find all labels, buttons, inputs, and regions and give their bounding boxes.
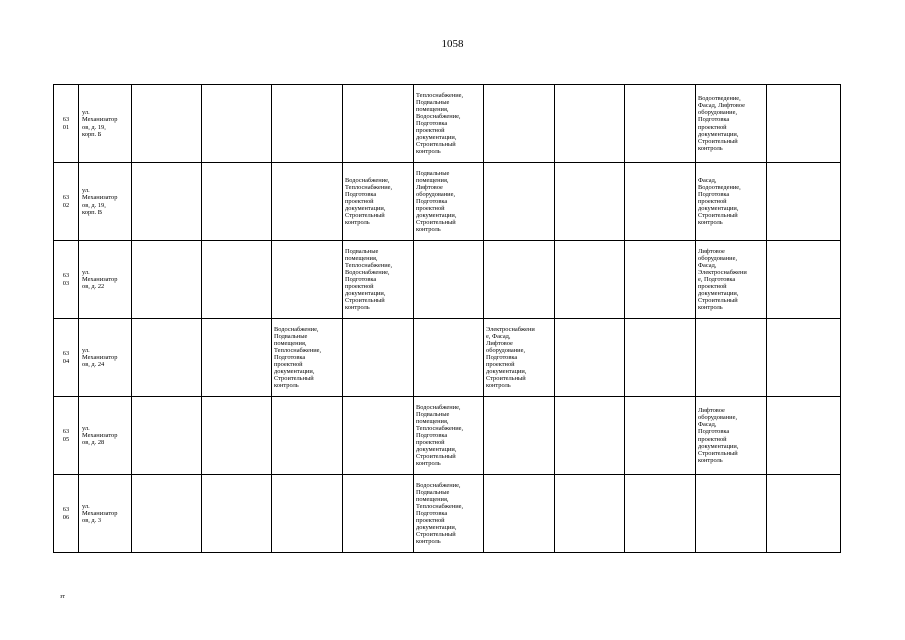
- works-cell: [555, 241, 625, 319]
- works-cell: [272, 475, 343, 553]
- works-cell: [767, 319, 841, 397]
- address-cell: ул. Механизатор ов, д. 24: [79, 319, 132, 397]
- works-cell: [272, 163, 343, 241]
- works-cell: [484, 241, 555, 319]
- works-cell: [555, 397, 625, 475]
- row-number: 63 01: [54, 85, 79, 163]
- works-cell: [414, 241, 484, 319]
- works-cell: [625, 475, 696, 553]
- table-row: [54, 163, 841, 241]
- works-cell: [625, 397, 696, 475]
- works-cell: Водоснабжение, Теплоснабжение, Подготовка проектной документации, Строительный контроль: [343, 163, 414, 241]
- table-row: [54, 475, 841, 553]
- row-number: 63 02: [54, 163, 79, 241]
- works-cell: [132, 85, 202, 163]
- works-cell: Лифтовое оборудование, Фасад, Подготовка проектной документации, Строительный контроль: [696, 397, 767, 475]
- address-cell: ул. Механизатор ов, д. 19, корп. В: [79, 163, 132, 241]
- works-cell: Водоснабжение, Подвальные помещения, Теплоснабжение, Подготовка проектной документации, Строительный контроль: [414, 475, 484, 553]
- works-cell: [696, 475, 767, 553]
- works-cell: [202, 241, 272, 319]
- works-cell: [343, 475, 414, 553]
- row-number: 63 05: [54, 397, 79, 475]
- works-cell: [484, 397, 555, 475]
- works-cell: [484, 85, 555, 163]
- address-cell: ул. Механизатор ов, д. 28: [79, 397, 132, 475]
- works-cell: [696, 319, 767, 397]
- works-cell: [484, 163, 555, 241]
- page-number: 1058: [441, 38, 464, 50]
- address-cell: ул. Механизатор ов, д. 22: [79, 241, 132, 319]
- works-cell: [132, 241, 202, 319]
- footer-mark: зт: [60, 594, 65, 600]
- address-cell: ул. Механизатор ов, д. 3: [79, 475, 132, 553]
- works-cell: [343, 85, 414, 163]
- works-cell: [202, 475, 272, 553]
- works-cell: Фасад, Водоотведение, Подготовка проектной документации, Строительный контроль: [696, 163, 767, 241]
- works-cell: [202, 397, 272, 475]
- works-cell: [767, 241, 841, 319]
- works-cell: Подвальные помещения, Теплоснабжение, Водоснабжение, Подготовка проектной документации, Строительный контроль: [343, 241, 414, 319]
- works-cell: [484, 475, 555, 553]
- works-cell: [625, 319, 696, 397]
- works-cell: Лифтовое оборудование, Фасад, Электроснабжени е, Подготовка проектной документации, Строительный контроль: [696, 241, 767, 319]
- works-cell: [555, 85, 625, 163]
- works-cell: Теплоснабжение, Подвальные помещения, Водоснабжение, Подготовка проектной документации, Строительный контроль: [414, 85, 484, 163]
- works-cell: [272, 85, 343, 163]
- works-cell: [202, 319, 272, 397]
- works-cell: [767, 163, 841, 241]
- works-cell: Водоотведение, Фасад, Лифтовое оборудование, Подготовка проектной документации, Строительный контроль: [696, 85, 767, 163]
- schedule-table: [53, 84, 841, 553]
- row-number: 63 04: [54, 319, 79, 397]
- works-cell: [202, 163, 272, 241]
- works-cell: [272, 397, 343, 475]
- works-cell: [343, 397, 414, 475]
- works-cell: [272, 241, 343, 319]
- works-cell: [625, 163, 696, 241]
- works-cell: [343, 319, 414, 397]
- row-number: 63 06: [54, 475, 79, 553]
- works-cell: [202, 85, 272, 163]
- table-row: [54, 319, 841, 397]
- address-cell: ул. Механизатор ов, д. 19, корп. Б: [79, 85, 132, 163]
- works-cell: [625, 241, 696, 319]
- works-cell: [132, 475, 202, 553]
- works-cell: Электроснабжени е, Фасад, Лифтовое оборудование, Подготовка проектной документации, Строительный контроль: [484, 319, 555, 397]
- table-row: [54, 397, 841, 475]
- works-cell: [414, 319, 484, 397]
- works-cell: [132, 163, 202, 241]
- works-cell: [767, 397, 841, 475]
- table-row: [54, 85, 841, 163]
- works-cell: [555, 319, 625, 397]
- works-cell: [555, 163, 625, 241]
- row-number: 63 03: [54, 241, 79, 319]
- table-body: [54, 85, 841, 553]
- works-cell: Водоснабжение, Подвальные помещения, Теплоснабжение, Подготовка проектной документации, Строительный контроль: [272, 319, 343, 397]
- works-cell: Подвальные помещения, Лифтовое оборудование, Подготовка проектной документации, Строительный контроль: [414, 163, 484, 241]
- works-cell: [625, 85, 696, 163]
- works-cell: [767, 85, 841, 163]
- works-cell: [555, 475, 625, 553]
- table-row: [54, 241, 841, 319]
- works-cell: [132, 319, 202, 397]
- works-cell: [767, 475, 841, 553]
- works-cell: [132, 397, 202, 475]
- works-cell: Водоснабжение, Подвальные помещения, Теплоснабжение, Подготовка проектной документации, Строительный контроль: [414, 397, 484, 475]
